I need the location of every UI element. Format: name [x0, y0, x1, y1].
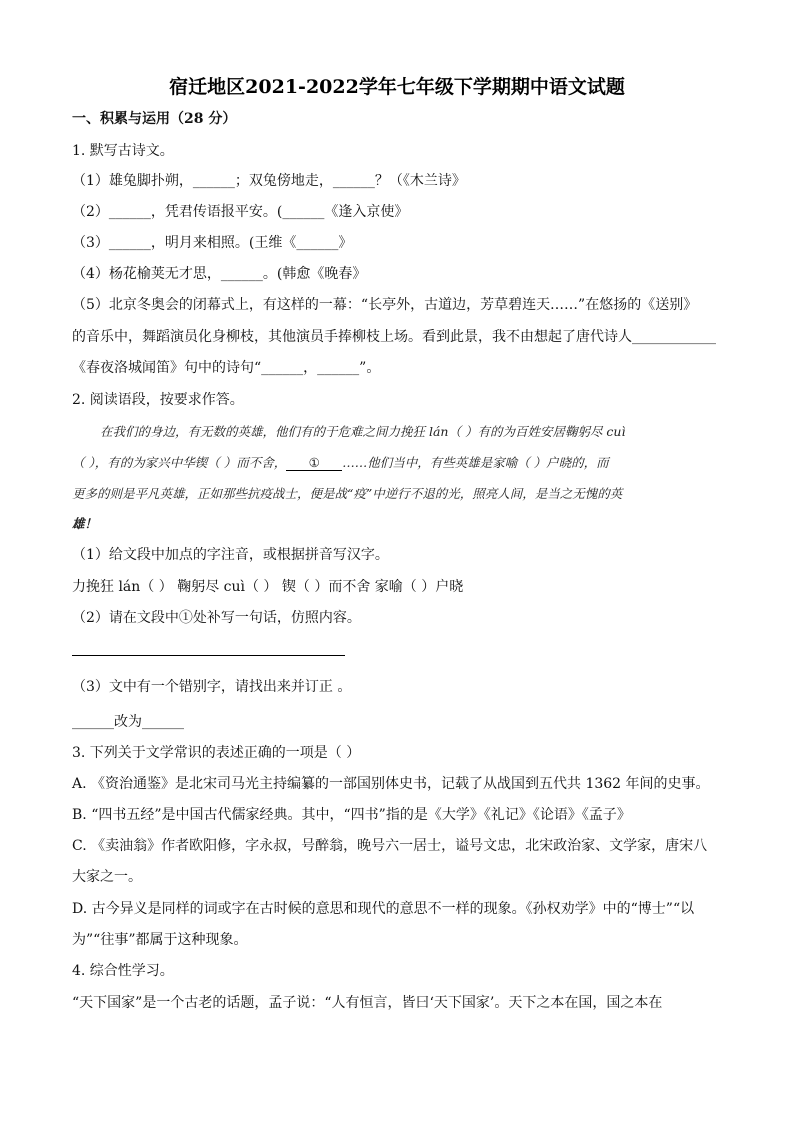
- question-1-item-2: （2）______，凭君传语报平安。(______《逢入京使》: [72, 204, 409, 220]
- option-d-line-2: 为”“往事”都属于这种现象。: [72, 932, 248, 948]
- question-4-stem: 4. 综合性学习。: [72, 963, 174, 979]
- option-c-line-1: C. 《卖油翁》作者欧阳修，字永叔，号醉翁，晚号六一居士，谥号文忠，北宋政治家、文学家，唐宋八: [72, 838, 708, 854]
- passage-line-2: [72, 453, 609, 471]
- question-1-item-4: （4）杨花榆荚无才思，______。(韩愈《晚春》: [72, 266, 367, 282]
- question-1-item-5-line-2: 的音乐中，舞蹈演员化身柳枝，其他演员手捧柳枝上场。看到此景，我不由想起了唐代诗人____________: [72, 329, 716, 345]
- option-c-line-2: 大家之一。: [72, 869, 142, 885]
- passage-line-2-rest: ……他们当中，有些英雄是家喻（ ）户晓的，而: [342, 455, 609, 470]
- question-2-sub-3: （3）文中有一个错别字，请找出来并订正 。: [72, 679, 352, 695]
- passage-line-3: 更多的则是平凡英雄，正如那些抗疫战士，便是战“疫”中逆行不退的光，照亮人间，是当之无愧的英: [72, 486, 623, 501]
- question-2-stem: 2. 阅读语段，按要求作答。: [72, 392, 244, 408]
- question-2-sub-2: （2）请在文段中①处补写一句话，仿照内容。: [72, 610, 361, 626]
- question-2-sub-3-answer: ______改为______: [72, 714, 184, 730]
- question-1-item-1: （1）雄兔脚扑朔，______；双兔傍地走，______？（《木兰诗》: [72, 173, 466, 189]
- question-2-sub-1: （1）给文段中加点的字注音，或根据拼音写汉字。: [72, 547, 389, 563]
- answer-line: [72, 655, 345, 656]
- passage-line-2-text: （ ），有的为家兴中华锲（ ）而不舍，: [72, 455, 287, 470]
- question-1-stem: 1. 默写古诗文。: [72, 143, 174, 159]
- question-4-paragraph: “天下国家”是一个古老的话题，孟子说：“人有恒言，皆曰‘天下国家’。天下之本在国，国之本在: [72, 995, 663, 1011]
- question-1-item-3: （3）______，明月来相照。(王维《______》: [72, 235, 353, 251]
- option-d-line-1: D. 古今异义是同样的词或字在古时候的意思和现代的意思不一样的现象。《孙权劝学》中的“博士”“以: [72, 901, 695, 917]
- passage-line-1: 在我们的身边，有无数的英雄，他们有的于危难之间力挽狂 lán（ ）有的为百姓安居鞠躬尽 cuì: [100, 424, 626, 439]
- passage-blank-marker: ①: [286, 455, 342, 471]
- page-title: 宿迁地区2021-2022学年七年级下学期期中语文试题: [169, 76, 625, 98]
- option-b: B. “四书五经”是中国古代儒家经典。其中，“四书”指的是《大学》《礼记》《论语》《孟子》: [72, 807, 631, 823]
- section-heading: 一、积累与运用（28 分）: [72, 111, 237, 127]
- question-1-item-5-line-1: （5）北京冬奥会的闭幕式上，有这样的一幕：“长亭外，古道边，芳草碧连天……”在悠扬的《送别》: [72, 297, 698, 313]
- question-1-item-5-line-3: 《春夜洛城闻笛》句中的诗句“______，______”。: [72, 360, 381, 376]
- question-3-stem: 3. 下列关于文学常识的表述正确的一项是（ ）: [72, 745, 361, 761]
- question-2-sub-1-items: 力挽狂 lán（ ） 鞠躬尽 cuì（ ） 锲（ ）而不舍 家喻（ ）户晓: [72, 579, 464, 595]
- passage-line-4: 雄！: [72, 516, 98, 531]
- option-a: A. 《资治通鉴》是北宋司马光主持编纂的一部国别体史书，记载了从战国到五代共 1362 年间的史事。: [72, 776, 710, 792]
